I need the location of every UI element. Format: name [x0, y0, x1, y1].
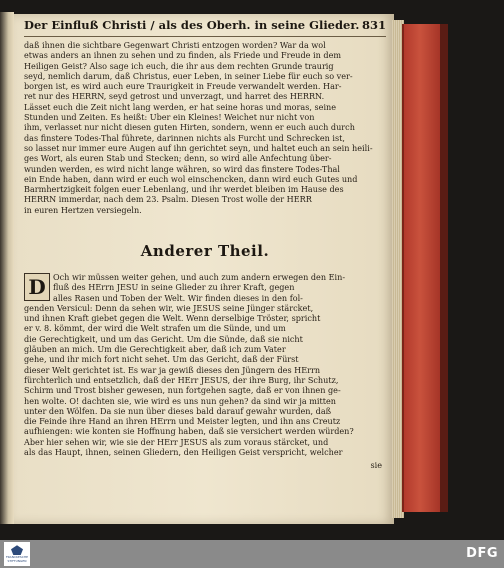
text-line: genden Versicul: Denn da sehen wir, wie JESUS seine Jünger stärcket,	[24, 302, 314, 313]
text-line: ein Ende haben, dann wird er euch wol einschencken, dann wird euch Gutes und	[24, 173, 358, 184]
text-line: Schirm und Trost bisher gewesen, nun fortgehen sagte, daß er von ihnen ge-	[24, 385, 341, 396]
dfg-logo: DFG	[466, 546, 498, 561]
text-line: ihm, verlasset nur nicht diesen guten Hirten, sondern, wenn er euch auch durch	[24, 122, 355, 133]
text-line: daß ihnen die sichtbare Gegenwart Christi entzogen worden? War da wol	[24, 40, 326, 50]
text-line: etwas anders an ihnen zu sehen und zu finden, als Friede und Freude in dem	[24, 50, 342, 61]
text-line: wunden werden, es wird nicht lange währen, so wird das finstere Todes-Thal	[24, 163, 340, 174]
text-line: alles Rasen und Toben der Welt. Wir finden dieses in den fol-	[53, 292, 303, 303]
text-line: hen wolte. O! dachten sie, wie wird es uns nun gehen? da sind wir ja mitten	[24, 395, 337, 406]
text-block-top	[24, 40, 386, 215]
text-line: fluß des HErrn JESU in seine Glieder zu ihrer Kraft, gegen	[53, 282, 295, 293]
viewer-footer-bar	[0, 540, 504, 568]
text-line: gläuben an mich. Um die Gerechtigkeit aber, daß ich zum Vater	[24, 344, 286, 355]
text-line: aufhiengen: wie konten sie Hoffnung haben, daß sie versichert werden würden?	[24, 426, 354, 437]
foundation-logo-text: FRANCKESCHE STIFTUNGEN	[5, 555, 29, 563]
francke-foundation-logo	[4, 542, 30, 566]
text-line: Lässet euch die Zeit nicht lang werden, er hat seine horas und moras, seine	[24, 101, 337, 112]
text-line: gehe, und ihr mich fort nicht sehet. Um das Gericht, daß der Fürst	[24, 354, 299, 365]
page-number: 831	[361, 18, 386, 32]
text-line: seyd, nemlich darum, daß Christus, euer Leben, in seiner Liebe für euch so ver-	[24, 70, 353, 81]
book-cover-edge	[402, 24, 444, 512]
foundation-emblem-icon	[11, 545, 23, 555]
text-block-bottom	[24, 272, 386, 457]
text-line: Och wir müssen weiter gehen, und auch zum andern erwegen den Ein-	[53, 272, 346, 282]
catchword: sie	[370, 460, 382, 470]
text-line: unter den Wölfen. Da sie nun über dieses bald darauf gewahr wurden, daß	[24, 405, 332, 416]
book-page	[14, 14, 394, 524]
header-rule	[24, 36, 386, 37]
running-header	[24, 18, 386, 36]
text-line: Barmhertzigkeit folgen euer Lebenlang, und ihr werdet bleiben im Hause des	[24, 184, 344, 195]
text-line: die Feinde ihre Hand an ihren HErrn und Meister legten, und ihn ans Creutz	[24, 416, 341, 427]
running-head-title: Der Einfluß Christi / als des Oberh. in seine Glieder.	[24, 18, 360, 32]
text-line: Heiligen Geist? Also sage ich euch, die ihr aus dem rechten Grunde traurig	[24, 60, 334, 71]
text-line: er v. 8. kömmt, der wird die Welt strafen um die Sünde, und um	[24, 323, 286, 334]
text-line: dieser Welt gerichtet ist. Es war ja gewiß dieses den Jüngern des HErrn	[24, 364, 321, 375]
text-line: borgen ist, es wird auch eure Traurigkeit in Freude verwandelt werden. Har-	[24, 81, 342, 92]
book-cover-shadow	[440, 24, 448, 512]
text-line: fürchterlich und entsetzlich, daß der HErr JESUS, der ihre Burg, ihr Schutz,	[24, 374, 339, 385]
text-line: das finstere Todes-Thal führete, darinnen nichts als Furcht und Schrecken ist,	[24, 132, 345, 143]
section-heading: Anderer Theil.	[140, 242, 270, 260]
text-line: als das Haupt, ihnen, seinen Gliedern, den Heiligen Geist verspricht, welcher	[24, 447, 343, 458]
text-line: HERRN immerdar, nach dem 23. Psalm. Diesen Trost wolle der HERR	[24, 194, 312, 205]
text-line: die Gerechtigkeit, und um das Gericht. Um die Sünde, daß sie nicht	[24, 333, 303, 344]
text-line: in euren Hertzen versiegeln.	[24, 204, 142, 215]
facing-page-edge	[0, 12, 14, 524]
text-line: ret nur des HERRN, seyd getrost und unverzagt, und harret des HERRN.	[24, 91, 325, 102]
text-line: und ihnen Kraft giebet gegen die Welt. Wenn derselbige Tröster, spricht	[24, 313, 321, 324]
text-line: Stunden und Zeiten. Es heißt: Uber ein Kleines! Weichet nur nicht von	[24, 112, 315, 123]
text-line: Aber hier sehen wir, wie sie der HErr JESUS als zum voraus stärcket, und	[24, 436, 329, 447]
text-line: so lasset nur immer eure Augen auf ihn gerichtet seyn, und haltet euch an sein heili-	[24, 142, 373, 153]
drop-capital: D	[24, 273, 50, 301]
text-line: ges Wort, als euren Stab und Stecken; denn, so wird alle Anfechtung über-	[24, 153, 332, 164]
